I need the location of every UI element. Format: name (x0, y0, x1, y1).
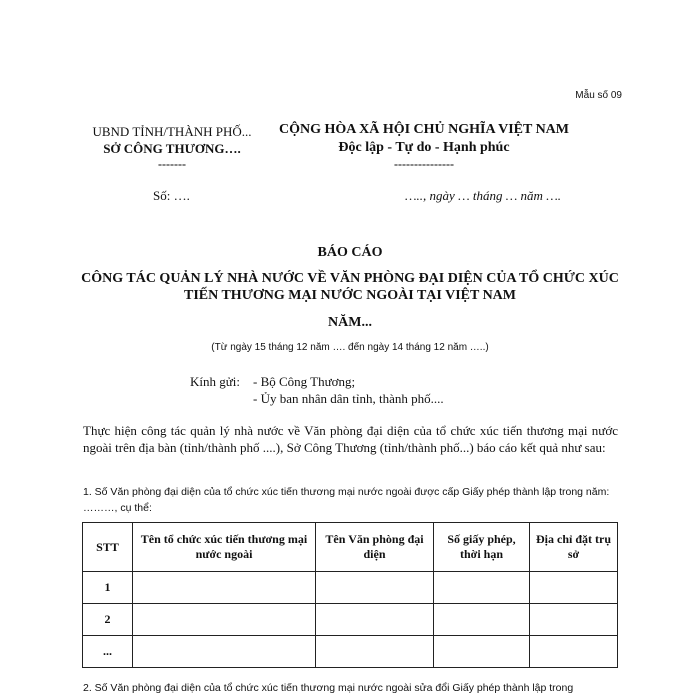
report-year: NĂM... (328, 315, 372, 330)
table-cell (133, 636, 316, 668)
col-header-license: Số giấy phép, thời hạn (434, 523, 530, 572)
table-cell-stt: 1 (83, 572, 133, 604)
table-cell (530, 636, 618, 668)
report-period: (Từ ngày 15 tháng 12 năm …. đến ngày 14 tháng 12 năm …..) (211, 342, 489, 353)
agency-line-2: SỞ CÔNG THƯƠNG…. (103, 141, 241, 156)
section-2-text: 2. Số Văn phòng đại diện của tổ chức xúc tiến thương mại nước ngoài sửa đổi Giấy phép thành lập trong (83, 682, 574, 694)
table-cell-stt: 2 (83, 604, 133, 636)
report-subject (80, 270, 620, 304)
form-code: Mẫu số 09 (575, 90, 622, 101)
table-header-row (83, 523, 618, 572)
agency-rule: ------- (158, 157, 186, 171)
table-cell (316, 604, 434, 636)
col-header-organization: Tên tổ chức xúc tiến thương mại nước ngoài (133, 523, 316, 572)
table-cell (530, 572, 618, 604)
subject-line-2: TIẾN THƯƠNG MẠI NƯỚC NGOÀI TẠI VIỆT NAM (183, 288, 517, 303)
recipient-2: - Ủy ban nhân dân tỉnh, thành phố.... (253, 391, 444, 406)
table-cell (434, 572, 530, 604)
representative-office-table (82, 522, 618, 668)
country-name: CỘNG HÒA XÃ HỘI CHỦ NGHĨA VIỆT NAM (278, 122, 569, 137)
place-date: ….., ngày … tháng … năm …. (405, 188, 562, 203)
table-cell-stt: ... (83, 636, 133, 668)
agency-line-1: UBND TỈNH/THÀNH PHỐ... (92, 124, 252, 139)
report-title: BÁO CÁO (317, 245, 383, 260)
table-row (83, 572, 618, 604)
table-row (83, 636, 618, 668)
table-cell (316, 572, 434, 604)
table-cell (133, 604, 316, 636)
col-header-office-name: Tên Văn phòng đại diện (316, 523, 434, 572)
col-header-stt: STT (83, 523, 133, 572)
subject-line-1: CÔNG TÁC QUẢN LÝ NHÀ NƯỚC VỀ VĂN PHÒNG ĐẠI DIỆN CỦA TỔ CHỨC XÚC (81, 271, 619, 286)
national-motto-header (264, 121, 584, 171)
issuing-agency-header (72, 123, 272, 171)
table-cell (434, 604, 530, 636)
motto: Độc lập - Tự do - Hạnh phúc (338, 140, 510, 155)
motto-rule: --------------- (394, 157, 454, 171)
table-cell (316, 636, 434, 668)
section-1-text: 1. Số Văn phòng đại diện của tổ chức xúc tiến thương mại nước ngoài được cấp Giấy phép thành lập trong năm: ………, cụ thể: (83, 486, 610, 514)
table-cell (133, 572, 316, 604)
col-header-address: Địa chỉ đặt trụ sở (530, 523, 618, 572)
document-number: Số: …. (153, 188, 190, 203)
table-cell (434, 636, 530, 668)
table-row (83, 604, 618, 636)
table-cell (530, 604, 618, 636)
intro-paragraph: Thực hiện công tác quản lý nhà nước về Văn phòng đại diện của tổ chức xúc tiến thương mại nước ngoài trên địa bàn (tỉnh/thành phố ....), Sở Công Thương (tỉnh/thành phố...) báo cáo kết quả như sau: (83, 423, 618, 455)
recipient-label: Kính gửi: (190, 374, 241, 389)
recipient-1: - Bộ Công Thương; (253, 374, 356, 389)
